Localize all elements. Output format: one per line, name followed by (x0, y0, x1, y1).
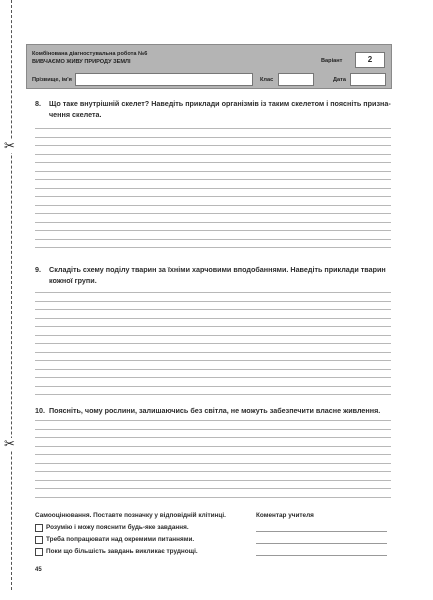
option-label: Треба попрацювати над окремими питаннями. (46, 536, 195, 543)
name-label: Прізвище, ім'я (32, 77, 72, 83)
answer-line[interactable] (35, 301, 391, 302)
answer-line[interactable] (35, 454, 391, 455)
answer-line[interactable] (35, 222, 391, 223)
answer-line[interactable] (35, 128, 391, 129)
answer-line[interactable] (35, 377, 391, 378)
answer-line[interactable] (35, 429, 391, 430)
answer-line[interactable] (35, 463, 391, 464)
checkbox[interactable] (35, 548, 43, 556)
comment-line[interactable] (256, 555, 387, 556)
answer-line[interactable] (35, 488, 391, 489)
question-text: Складіть схему поділу тварин за їхніми харчовими вподобаннями. Наведіть приклади тварин кожної групи. (49, 265, 386, 285)
answer-line[interactable] (35, 145, 391, 146)
date-label: Дата (333, 77, 346, 83)
page-number: 45 (35, 567, 42, 573)
checkbox[interactable] (35, 524, 43, 532)
scissors-icon: ✂ (4, 437, 15, 452)
self-assessment-title: Самооцінювання. Поставте позначку у відповідній клітинці. (35, 512, 226, 519)
answer-lines-9[interactable] (35, 292, 391, 403)
option-label: Розумію і можу пояснити будь-яке завдання. (46, 524, 189, 531)
answer-line[interactable] (35, 360, 391, 361)
answer-line[interactable] (35, 335, 391, 336)
answer-line[interactable] (35, 188, 391, 189)
answer-line[interactable] (35, 437, 391, 438)
variant-value: 2 (355, 52, 385, 68)
answer-line[interactable] (35, 171, 391, 172)
name-field[interactable] (75, 73, 253, 86)
answer-line[interactable] (35, 394, 391, 395)
option-label: Поки що більшість завдань викликає труднощі. (46, 548, 198, 555)
work-title: Комбінована діагностувальна робота №6 (32, 51, 148, 57)
answer-line[interactable] (35, 369, 391, 370)
class-field[interactable] (278, 73, 314, 86)
checkbox[interactable] (35, 536, 43, 544)
teacher-comment-title: Коментар учителя (256, 512, 314, 519)
class-label: Клас (260, 77, 274, 83)
variant-label: Варіант (321, 58, 343, 64)
teacher-comment (256, 512, 391, 519)
answer-line[interactable] (35, 292, 391, 293)
answer-lines-8[interactable] (35, 128, 391, 256)
question-number: 9. (35, 265, 41, 274)
answer-line[interactable] (35, 420, 391, 421)
answer-line[interactable] (35, 318, 391, 319)
answer-line[interactable] (35, 154, 391, 155)
answer-line[interactable] (35, 386, 391, 387)
answer-line[interactable] (35, 213, 391, 214)
answer-line[interactable] (35, 205, 391, 206)
cut-line (11, 0, 12, 590)
answer-line[interactable] (35, 247, 391, 248)
answer-lines-10[interactable] (35, 420, 391, 505)
answer-line[interactable] (35, 352, 391, 353)
answer-line[interactable] (35, 326, 391, 327)
work-subtitle: ВИВЧАЄМО ЖИВУ ПРИРОДУ ЗЕМЛІ (32, 59, 131, 65)
answer-line[interactable] (35, 480, 391, 481)
scissors-icon: ✂ (4, 139, 15, 154)
answer-line[interactable] (35, 446, 391, 447)
answer-line[interactable] (35, 137, 391, 138)
question-number: 8. (35, 99, 41, 108)
answer-line[interactable] (35, 343, 391, 344)
answer-line[interactable] (35, 309, 391, 310)
question-number: 10. (35, 406, 45, 415)
question-text: Що таке внутрішній скелет? Наведіть приклади організмів із таким скелетом і поясніть призна-чення скелета. (49, 99, 391, 119)
answer-line[interactable] (35, 162, 391, 163)
worksheet-header (26, 44, 392, 89)
answer-line[interactable] (35, 196, 391, 197)
answer-line[interactable] (35, 239, 391, 240)
answer-line[interactable] (35, 230, 391, 231)
comment-line[interactable] (256, 543, 387, 544)
comment-line[interactable] (256, 531, 387, 532)
answer-line[interactable] (35, 179, 391, 180)
answer-line[interactable] (35, 497, 391, 498)
date-field[interactable] (350, 73, 386, 86)
question-text: Поясніть, чому рослини, залишаючись без світла, не можуть забезпечити власне живлення. (49, 406, 381, 415)
answer-line[interactable] (35, 471, 391, 472)
